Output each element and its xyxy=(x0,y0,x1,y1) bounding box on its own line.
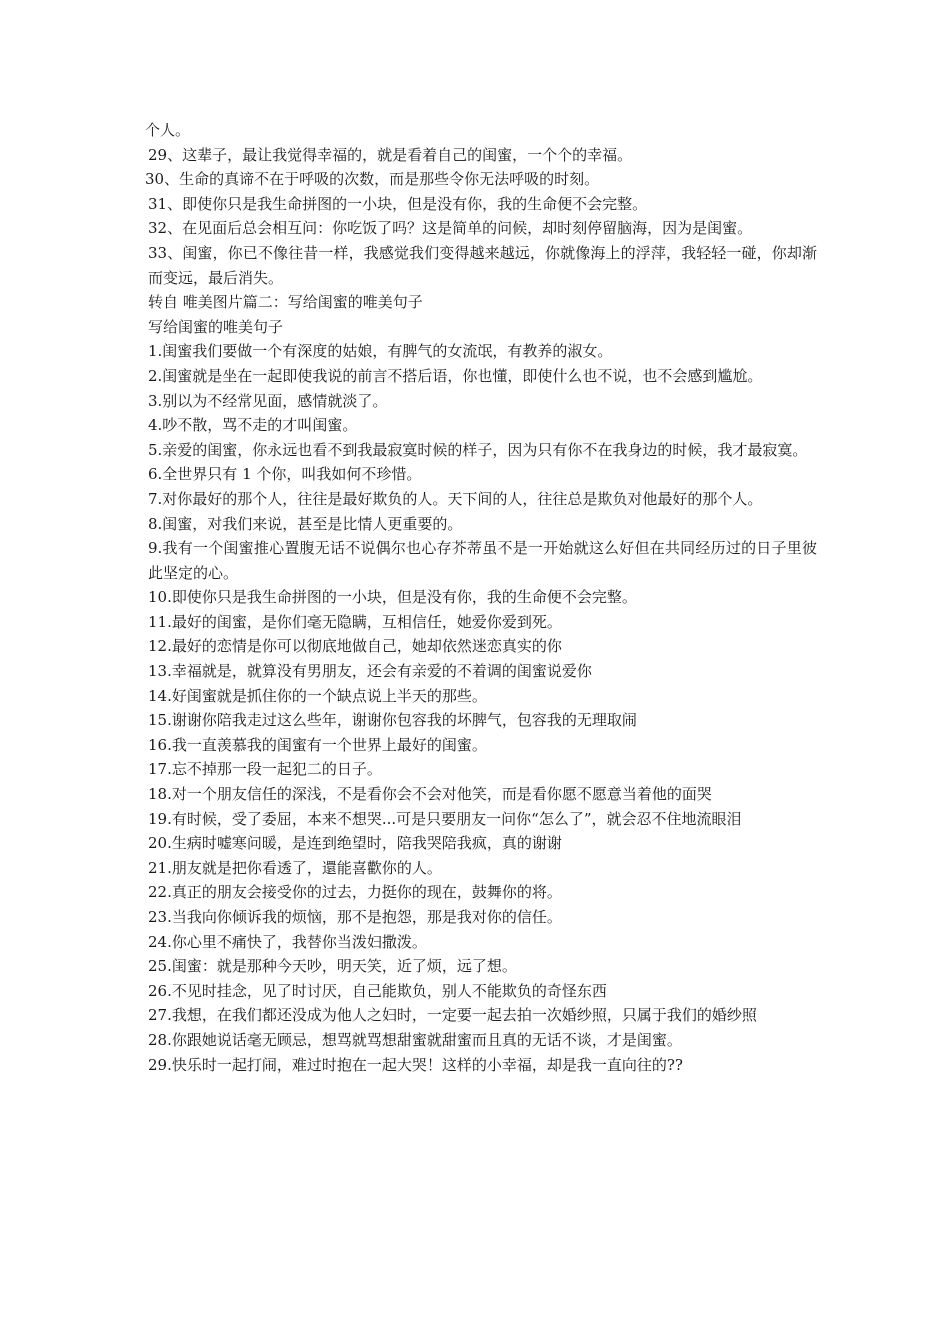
text-line: 25.闺蜜：就是那种今天吵，明天笑，近了烦，远了想。 xyxy=(148,957,517,976)
text-line: 9.我有一个闺蜜推心置腹无话不说偶尔也心存芥蒂虽不是一开始就这么好但在共同经历过的日子里彼此坚定的心。 xyxy=(148,539,817,582)
text-line: 8.闺蜜，对我们来说，甚至是比情人更重要的。 xyxy=(148,514,463,533)
text-line: 31、即使你只是我生命拼图的一小块，但是没有你，我的生命便不会完整。 xyxy=(148,194,648,213)
text-line: 2.闺蜜就是坐在一起即使我说的前言不搭后语，你也懂，即使什么也不说，也不会感到尴尬。 xyxy=(148,366,763,385)
text-line: 5.亲爱的闺蜜，你永远也看不到我最寂寞时候的样子，因为只有你不在我身边的时候，我才最寂寞。 xyxy=(148,440,808,459)
text-line: 28.你跟她说话毫无顾忌，想骂就骂想甜蜜就甜蜜而且真的无话不谈，才是闺蜜。 xyxy=(148,1030,682,1049)
text-line: 7.对你最好的那个人，往往是最好欺负的人。天下间的人，往往总是欺负对他最好的那个人。 xyxy=(148,489,763,508)
text-line: 4.吵不散，骂不走的才叫闺蜜。 xyxy=(148,416,358,435)
text-line: 11.最好的闺蜜，是你们毫无隐瞒，互相信任，她爱你爱到死。 xyxy=(148,612,562,631)
text-line: 15.谢谢你陪我走过这么些年，谢谢你包容我的坏脾气，包容我的无理取闹 xyxy=(148,711,637,730)
text-line: 29.快乐时一起打闹，难过时抱在一起大哭！这样的小幸福，却是我一直向往的?? xyxy=(148,1055,683,1074)
text-line: 33、闺蜜，你已不像往昔一样，我感觉我们变得越来越远，你就像海上的浮萍，我轻轻一碰，你却渐而变远，最后消失。 xyxy=(148,243,817,287)
text-line: 29、这辈子，最让我觉得幸福的，就是看着自己的闺蜜，一个个的幸福。 xyxy=(148,145,633,164)
text-line: 6.全世界只有 1 个你，叫我如何不珍惜。 xyxy=(148,465,422,484)
text-line: 22.真正的朋友会接受你的过去，力挺你的现在，鼓舞你的将。 xyxy=(148,883,562,902)
text-line: 19.有时候，受了委屈，本来不想哭...可是只要朋友一问你“怎么了”，就会忍不住地流眼泪 xyxy=(148,809,742,828)
text-line: 23.当我向你倾诉我的烦恼，那不是抱怨，那是我对你的信任。 xyxy=(148,908,562,926)
text-line: 13.幸福就是，就算没有男朋友，还会有亲爱的不着调的闺蜜说爱你 xyxy=(148,662,592,681)
text-line: 24.你心里不痛快了，我替你当泼妇撒泼。 xyxy=(148,932,427,951)
text-line: 17.忘不掉那一段一起犯二的日子。 xyxy=(148,760,382,779)
text-line: 30、生命的真谛不在于呼吸的次数，而是那些令你无法呼吸的时刻。 xyxy=(145,170,600,189)
text-line: 16.我一直羡慕我的闺蜜有一个世界上最好的闺蜜。 xyxy=(148,735,487,754)
text-line: 14.好闺蜜就是抓住你的一个缺点说上半天的那些。 xyxy=(148,686,487,705)
text-line: 个人。 xyxy=(145,121,191,139)
text-line: 26.不见时挂念，见了时讨厌，自己能欺负，别人不能欺负的奇怪东西 xyxy=(148,981,607,1000)
section-title: 写给闺蜜的唯美句子 xyxy=(148,317,284,336)
text-line: 3.别以为不经常见面，感情就淡了。 xyxy=(148,391,388,410)
text-line: 20.生病时嘘寒问暖，是连到绝望时，陪我哭陪我疯，真的谢谢 xyxy=(148,834,562,853)
text-line: 18.对一个朋友信任的深浅，不是看你会不会对他笑，而是看你愿不愿意当着他的面哭 xyxy=(148,785,712,804)
text-line: 21.朋友就是把你看透了，還能喜歡你的人。 xyxy=(148,858,442,877)
text-line: 12.最好的恋情是你可以彻底地做自己，她却依然迷恋真实的你 xyxy=(148,637,562,656)
document-body xyxy=(145,118,817,1077)
text-line: 1.闺蜜我们要做一个有深度的姑娘，有脾气的女流氓，有教养的淑女。 xyxy=(148,342,613,361)
text-line: 32、在见面后总会相互问：你吃饭了吗？这是简单的问候，却时刻停留脑海，因为是闺蜜。 xyxy=(148,219,753,238)
text-line: 27.我想，在我们都还没成为他人之妇时，一定要一起去拍一次婚纱照，只属于我们的婚纱照 xyxy=(148,1006,757,1025)
text-line: 10.即使你只是我生命拼图的一小块，但是没有你，我的生命便不会完整。 xyxy=(148,588,637,607)
section-heading: 转自 唯美图片篇二：写给闺蜜的唯美句子 xyxy=(148,293,423,312)
